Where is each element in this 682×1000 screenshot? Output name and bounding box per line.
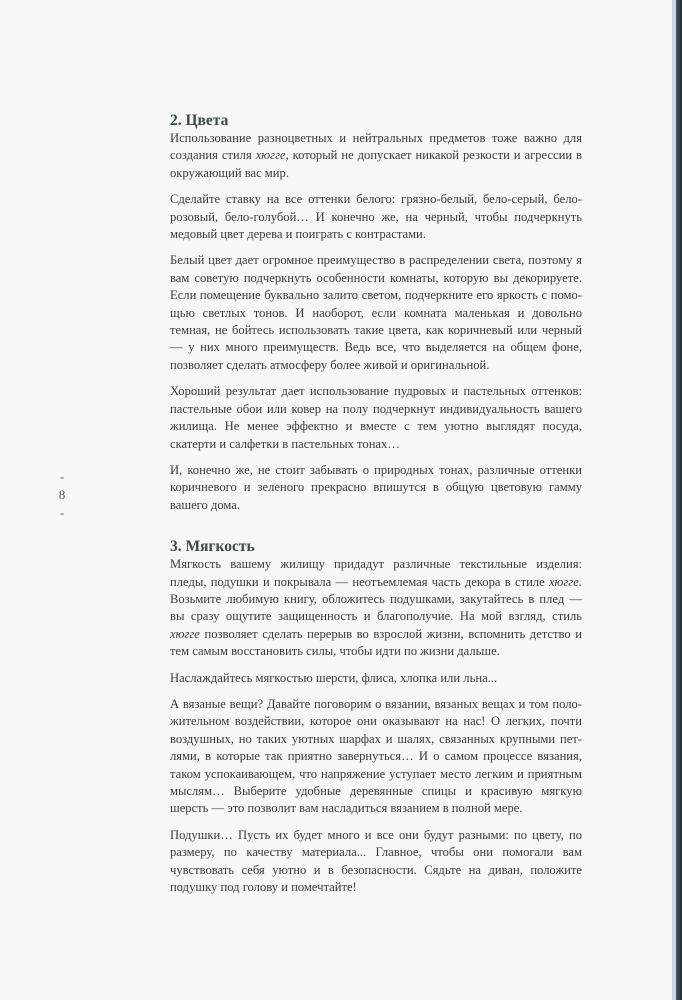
paragraph: Мягкость вашему жилищу придадут различные текстильные изделия: пледы, подушки и покрывала — неотъемлемая часть декора в стиле хюгге. Возьмите любимую книгу, обложитесь подушками, закутайтесь в плед — вы сразу ощутите защищенность и благополучие. На мой взгляд, стиль хюгге позволяет сделать перерыв во взрослой жизни, вспомнить детство и тем самым восстановить силы, чтобы идти по жизни дальше.	[170, 557, 582, 659]
paragraph: Хороший результат дает использование пудровых и пастельных оттенков: пастельные обои или ковер на полу подчеркнут индивидуальность вашего жилища. Не менее эффектно и вместе с тем уютно выглядят посуда, скатерти и салфетки в пастельных тонах…	[170, 384, 582, 451]
section-heading-softness: 3. Мягкость	[170, 538, 255, 556]
page-number	[52, 468, 72, 522]
paragraph: Наслаждайтесь мягкостью шерсти, флиса, хлопка или льна...	[170, 670, 498, 685]
page-body	[170, 112, 582, 896]
page-number-value: 8	[58, 487, 66, 502]
section-heading-colors: 2. Цвета	[170, 112, 229, 129]
paragraph: Белый цвет дает огромное преимущество в распределении света, поэтому я вам советую подчеркнуть особенности комнаты, которую вы декорируете. Если помещение буквально залито светом, подчеркните его яркость с помощью светлых тонов. И наоборот, если комната маленькая и довольно темная, не бойтесь использовать такие цвета, как коричневый или черный — у них много преимуществ. Ведь все, что выделяется на общем фоне, позволяет сделать атмосферу более живой и оригинальной.	[170, 253, 582, 372]
page-edge-shadow	[676, 0, 682, 1000]
page-number-dash-top: -	[59, 469, 65, 484]
page-number-dash-bottom: -	[59, 505, 65, 520]
paragraph: Использование разноцветных и нейтральных предметов тоже важно для создания стиля хюгге, который не допускает никакой резкости и агрессии в окружающий вас мир.	[170, 131, 582, 180]
paragraph: И, конечно же, не стоит забывать о природных тонах, различные оттенки коричневого и зеленого прекрасно впишутся в общую цветовую гамму вашего дома.	[170, 462, 582, 512]
paragraph: А вязаные вещи? Давайте поговорим о вязании, вязаных вещах и том положительном воздействии, которое они оказывают на нас! О легких, почти воздушных, но таких уютных шарфах и шалях, связанных крупными петлями, в которые так приятно завернуться… И о самом процессе вязания, таком успокаивающем, что напряжение уступает место легким и приятным мыслям… Выберите удобные деревянные спицы и красивую мягкую шерсть — это позволит вам насладиться вязанием в полной мере.	[170, 696, 582, 816]
paragraph: Подушки… Пусть их будет много и все они будут разными: по цвету, по размеру, по качеству материала... Главное, чтобы они помогали вам чувствовать себя уютно и в безопасности. Сядьте на диван, положите подушку под голову и помечтайте!	[170, 827, 582, 895]
paragraph: Сделайте ставку на все оттенки белого: грязно-белый, бело-серый, бело-розовый, бело-голубой… И конечно же, на черный, чтобы подчеркнуть медовый цвет дерева и поиграть с контрастами.	[170, 192, 582, 242]
